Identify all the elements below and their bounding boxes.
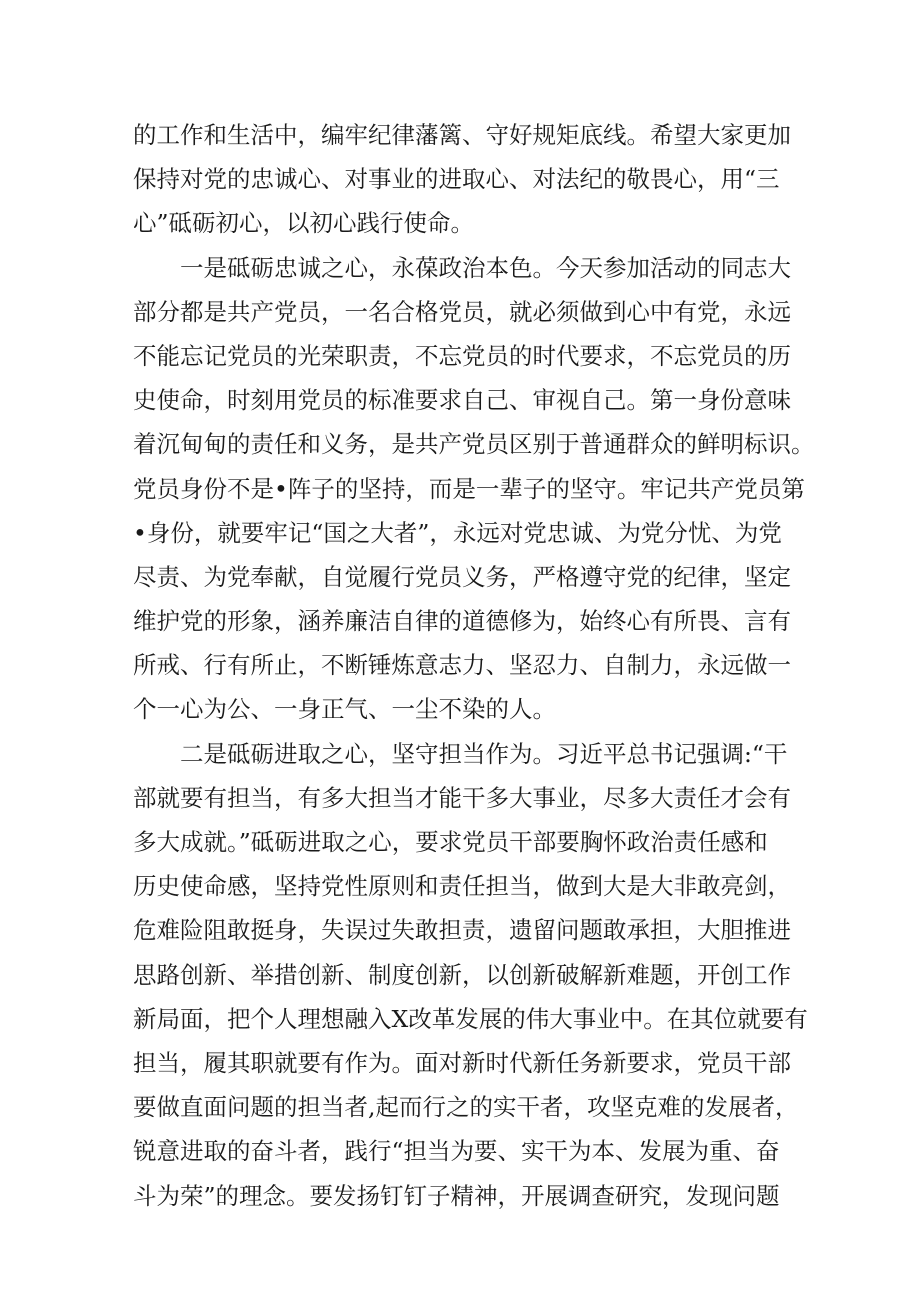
text-line: 心”砥砺初心，以初心践行使命。 [133, 209, 475, 238]
text-line: 保持对党的忠诚心、对事业的进取心、对法纪的敬畏心，用“三 [133, 165, 780, 194]
text-line: 多大成就。”砥砺进取之心，要求党员干部要胸怀政治责任感和 [133, 828, 768, 856]
text-line: 担当，履其职就要有作为。面对新时代新任务新要求，党员干部 [133, 1048, 791, 1077]
text-line: 锐意进取的奋斗者，践行“担当为要、实干为本、发展为重、奋 [133, 1137, 780, 1166]
text-line: 个一心为公、一身正气、一尘不染的人。 [133, 695, 556, 724]
text-line: 危难险阻敢挺身，失误过失敢担责，遗留问题敢承担，大胆推进 [133, 916, 791, 945]
text-line: 尽责、为党奉献，自觉履行党员义务，严格遵守党的纪律，坚定 [133, 562, 791, 591]
text-line: 不能忘记党员的光荣职责，不忘党员的时代要求，不忘党员的历 [133, 341, 791, 370]
text-line: 着沉甸甸的责任和义务，是共产党员区别于普通群众的鲜明标识。 [133, 430, 815, 459]
text-line: 维护党的形象，涵养廉洁自律的道德修为，始终心有所畏、言有 [133, 607, 791, 636]
text-line: 所戒、行有所止，不断锤炼意志力、坚忍力、自制力，永远做一 [133, 651, 791, 680]
text-line: 新局面，把个人理想融入X改革发展的伟大事业中。在其位就要有 [133, 1004, 808, 1033]
text-line: 史使命，时刻用党员的标准要求自己、审视自己。第一身份意味 [133, 386, 791, 415]
text-line: 党员身份不是•阵子的坚持，而是一辈子的坚守。牢记共产党员第 [133, 474, 805, 503]
text-line: 要做直面问题的担当者,起而行之的实干者，攻坚克难的发展者， [133, 1093, 799, 1122]
text-line: 一是砥砺忠诚之心，永葆政治本色。今天参加活动的同志大 [133, 253, 791, 282]
text-line: 部就要有担当，有多大担当才能干多大事业，尽多大责任才会有 [133, 783, 791, 812]
text-line: 部分都是共产党员，一名合格党员，就必须做到心中有党，永远 [133, 297, 791, 326]
text-line: •身份，就要牢记“国之大者”，永远对党忠诚、为党分忧、为党 [133, 518, 782, 547]
document-body [133, 113, 815, 1218]
text-line: 斗为荣”的理念。要发扬钉钉子精神，开展调查研究，发现问题 [133, 1181, 780, 1210]
text-line: 思路创新、举措创新、制度创新，以创新破解新难题，开创工作 [133, 960, 791, 989]
text-line: 二是砥砺进取之心，坚守担当作为。习近平总书记强调:“干 [133, 739, 788, 768]
text-line: 历史使命感，坚持党性原则和责任担当，做到大是大非敢亮剑， [133, 872, 791, 901]
text-line: 的工作和生活中，编牢纪律藩篱、守好规矩底线。希望大家更加 [133, 121, 791, 149]
